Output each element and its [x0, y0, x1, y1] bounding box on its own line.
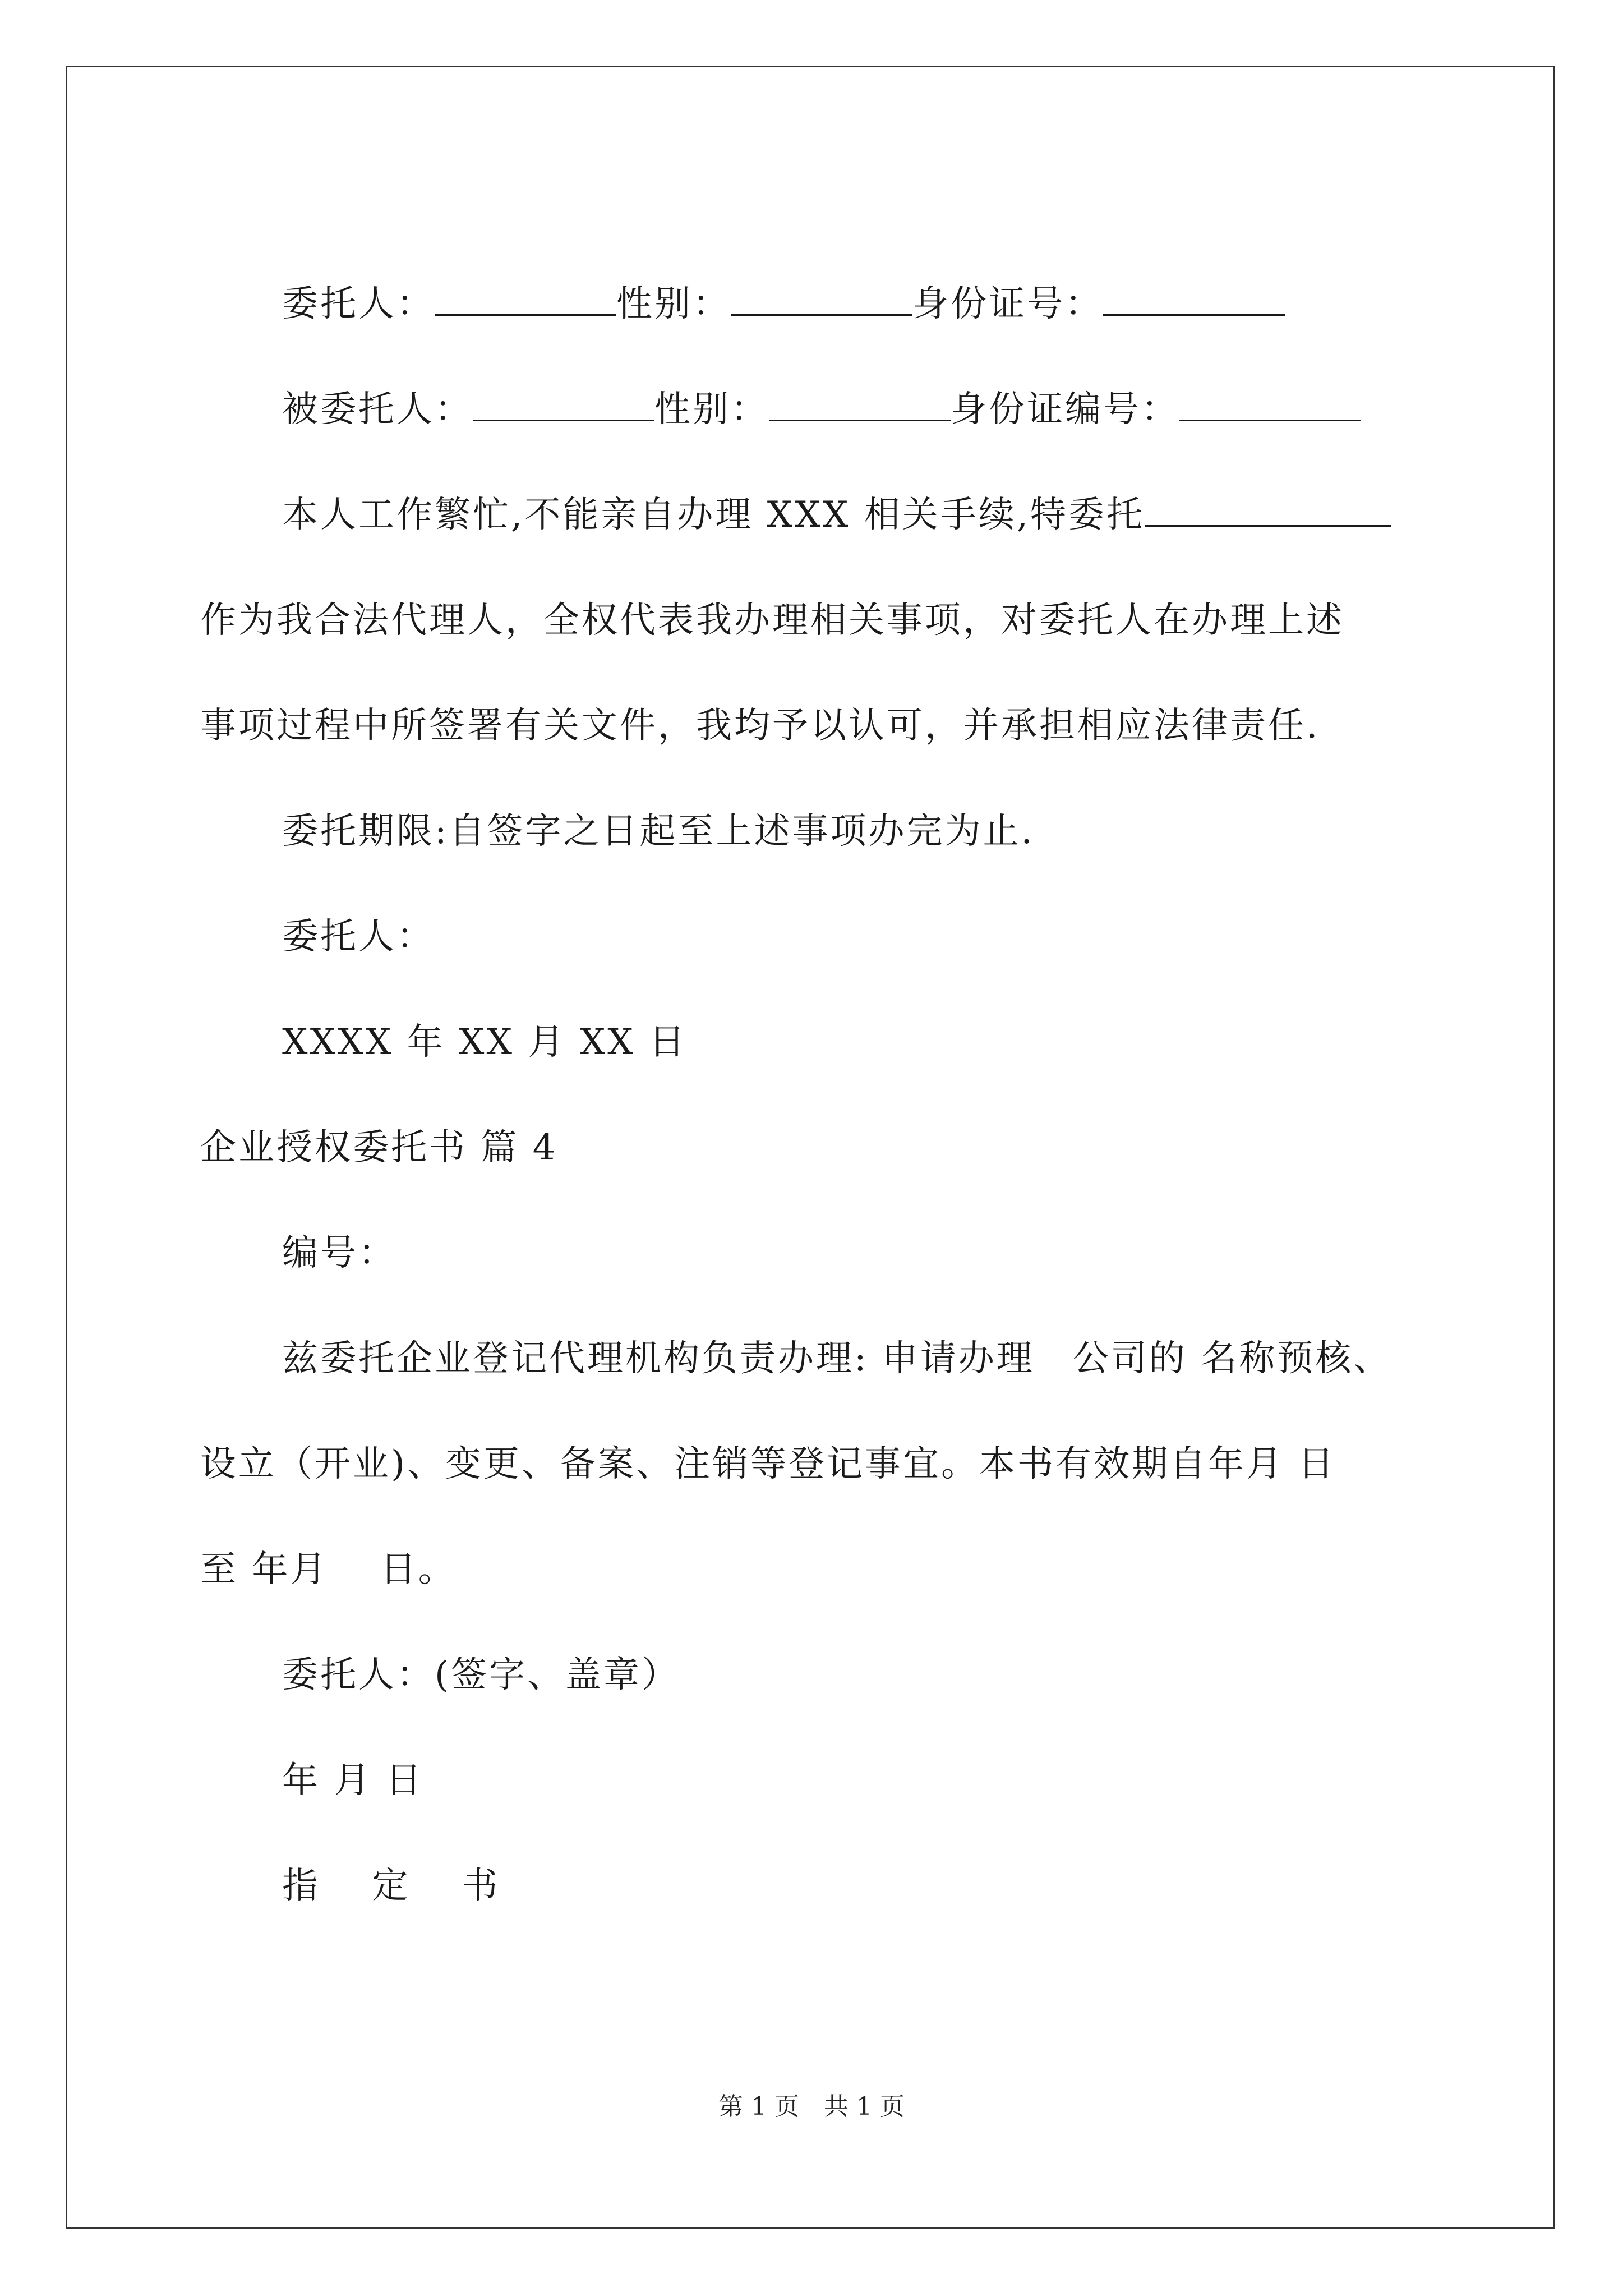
principal-sign-seal-line: 委托人：(签字、盖章） — [282, 1654, 680, 1696]
paragraph-1-line-2: 作为我合法代理人，全权代表我办理相关事项，对委托人在办理上述 — [200, 600, 1344, 641]
paragraph-1-line-1 — [200, 491, 1434, 539]
page-footer: 第 1 页 共 1 页 — [718, 2092, 905, 2121]
paragraph-2-line-2: 设立（开业)、变更、备案、注销等登记事宜。本书有效期自年月 日 — [200, 1443, 1336, 1485]
principal-sign-line: 委托人： — [282, 916, 435, 958]
agent-gender-label: 性别： — [654, 389, 769, 430]
principal-id-blank — [1103, 283, 1285, 316]
agent-name-blank — [473, 388, 654, 421]
principal-gender-blank — [731, 283, 912, 316]
principal-info-line — [200, 280, 1434, 328]
section-title: 企业授权委托书 篇 4 — [200, 1127, 558, 1168]
agent-id-blank — [1179, 388, 1361, 421]
paragraph-1-line-3: 事项过程中所签署有关文件，我均予以认可，并承担相应法律责任. — [200, 705, 1320, 747]
principal-label: 委托人： — [282, 283, 435, 325]
agent-gender-blank — [769, 388, 951, 421]
document-body — [200, 280, 1434, 1968]
date-line-1: XXXX 年 XX 月 XX 日 — [282, 1022, 688, 1063]
principal-gender-label: 性别： — [616, 283, 731, 325]
agent-info-line — [200, 386, 1434, 433]
paragraph-1-text-1: 本人工作繁忙,不能亲自办理 XXX 相关手续,特委托 — [282, 494, 1145, 536]
number-label: 编号： — [282, 1232, 396, 1274]
agent-id-label: 身份证编号： — [951, 389, 1179, 430]
paragraph-2-line-3: 至 年月 日。 — [200, 1549, 457, 1590]
principal-name-blank — [435, 283, 616, 316]
principal-id-label: 身份证号： — [912, 283, 1103, 325]
date-line-2: 年 月 日 — [282, 1760, 424, 1801]
term-line: 委托期限:自签字之日起至上述事项办完为止. — [282, 811, 1035, 852]
agent-label: 被委托人： — [282, 389, 473, 430]
paragraph-2-line-1: 兹委托企业登记代理机构负责办理: 申请办理 公司的 名称预核、 — [282, 1338, 1392, 1379]
designation-title: 指 定 书 — [282, 1865, 500, 1907]
delegate-blank — [1145, 494, 1391, 527]
